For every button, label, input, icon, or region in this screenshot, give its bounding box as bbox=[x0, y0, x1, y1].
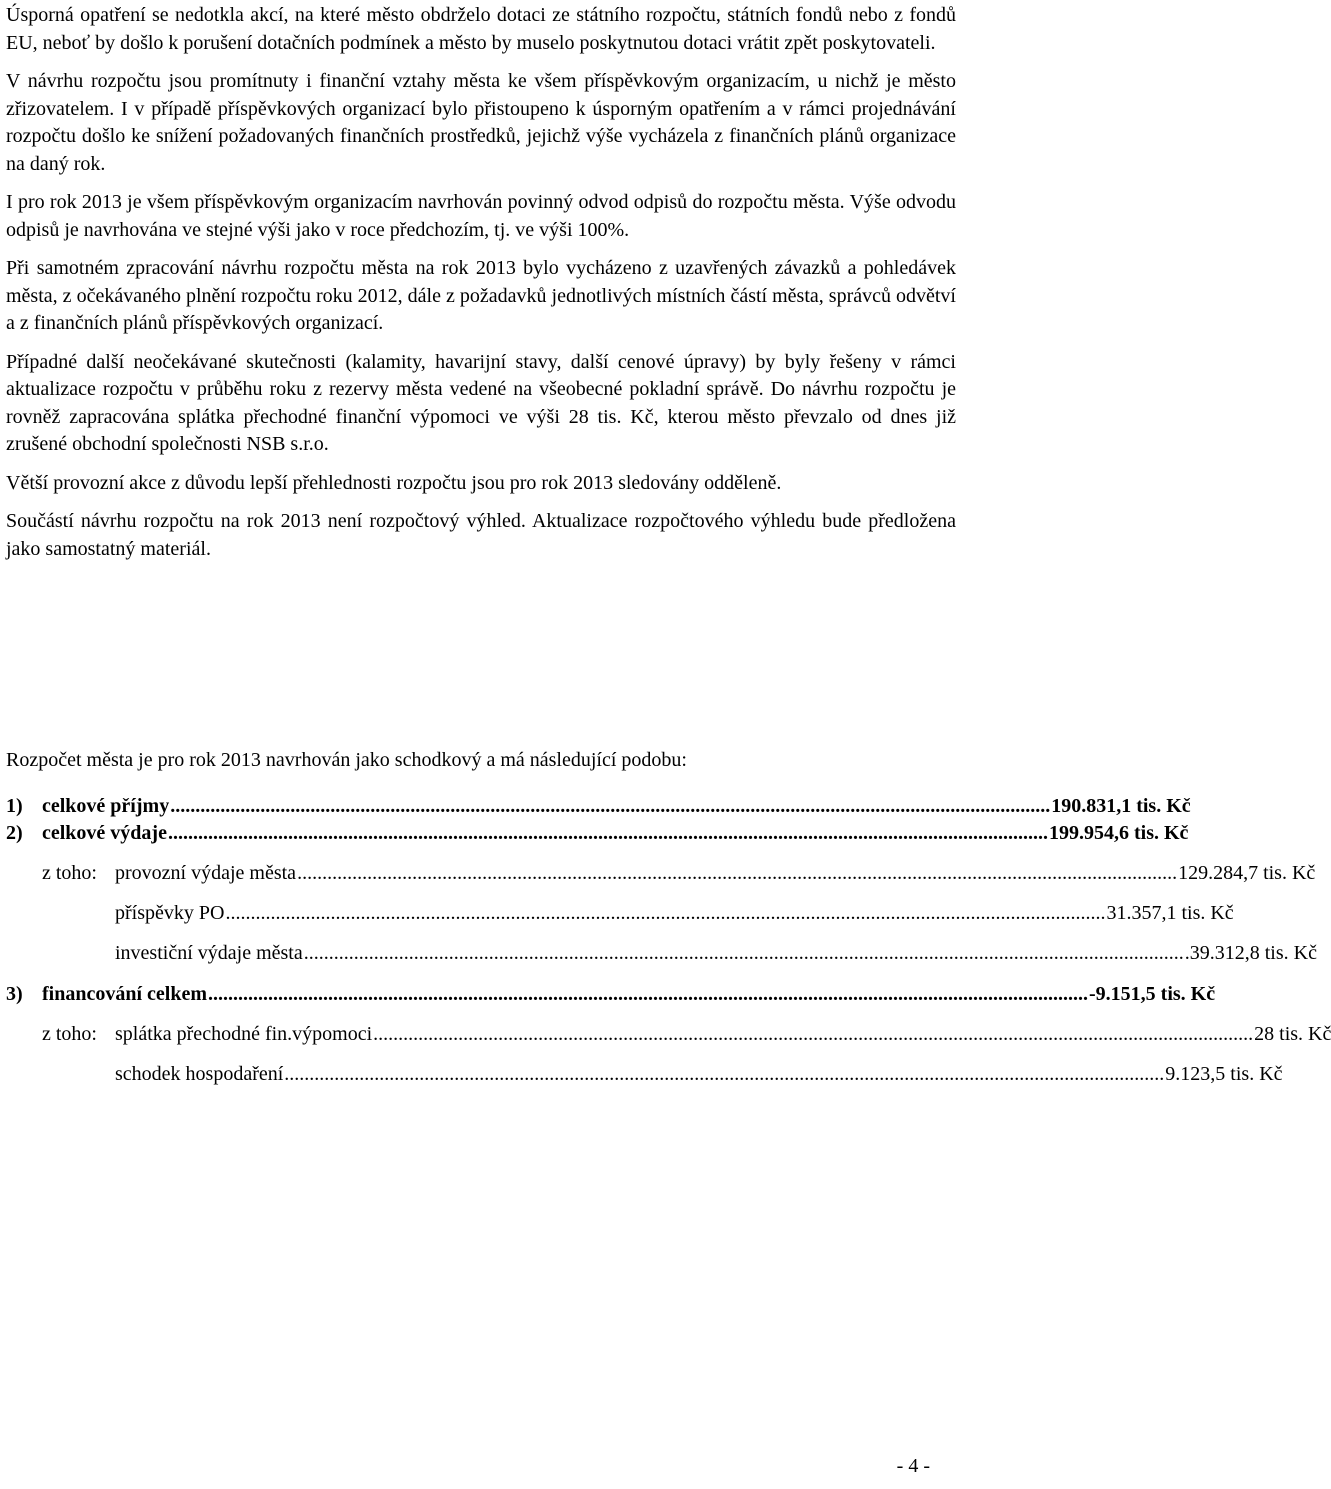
row-label: celkové výdaje bbox=[42, 822, 167, 844]
row-label: provozní výdaje města bbox=[115, 862, 297, 884]
row-value: 31.357,1 tis. Kč bbox=[1106, 902, 1234, 924]
row-value: .39.312,8 tis. Kč bbox=[1184, 942, 1317, 964]
item-number: 3) bbox=[6, 983, 23, 1005]
summary-row-financing-total bbox=[42, 981, 1216, 1008]
row-label: splátka přechodné fin.výpomoci bbox=[115, 1023, 373, 1045]
row-value: -9.151,5 tis. Kč bbox=[1089, 983, 1216, 1005]
item-number: 1) bbox=[6, 795, 23, 817]
dot-leader: ................................................................................................................................................................................ bbox=[284, 1063, 1165, 1085]
row-label: investiční výdaje města bbox=[115, 942, 303, 964]
row-value: 199.954,6 tis. Kč bbox=[1048, 822, 1189, 844]
dot-leader: ................................................................................................................................................................................ bbox=[167, 822, 1048, 844]
dot-leader: ................................................................................................................................................................................ bbox=[297, 862, 1178, 884]
paragraph: I pro rok 2013 je všem příspěvkovým organizacím navrhován povinný odvod odpisů do rozpočtu města. Výše odvodu odpisů je navrhována ve stejné výši jako v roce předchozím, tj. ve výši 100%. bbox=[6, 191, 956, 241]
paragraph: V návrhu rozpočtu jsou promítnuty i finanční vztahy města ke všem příspěvkovým organizacím, u nichž je město zřizovatelem. I v případě příspěvkových organizací bylo přistoupeno k úsporným opatřením a v rámci projednávání rozpočtu došlo ke snížení požadovaných finančních prostředků, jejichž výše vycházela z finančních plánů organizace na daný rok. bbox=[6, 70, 956, 175]
summary-row-total-income bbox=[42, 793, 1191, 820]
sub-prefix: z toho: bbox=[42, 1023, 97, 1045]
dot-leader: ................................................................................................................................................................................ bbox=[373, 1023, 1254, 1045]
paragraph: Úsporná opatření se nedotkla akcí, na které město obdrželo dotaci ze státního rozpočtu, státních fondů nebo z fondů EU, neboť by došlo k porušení dotačních podmínek a město by muselo poskytnutou dotaci vrátit zpět poskytovateli. bbox=[6, 4, 956, 54]
dot-leader: ................................................................................................................................................................................ bbox=[303, 942, 1184, 964]
paragraph: Větší provozní akce z důvodu lepší přehlednosti rozpočtu jsou pro rok 2013 sledovány odděleně. bbox=[6, 471, 782, 494]
summary-intro: Rozpočet města je pro rok 2013 navrhován jako schodkový a má následující podobu: bbox=[6, 749, 687, 771]
paragraph: Součástí návrhu rozpočtu na rok 2013 není rozpočtový výhled. Aktualizace rozpočtového výhledu bude předložena jako samostatný materiál. bbox=[6, 510, 956, 560]
body-text bbox=[6, 2, 956, 574]
summary-row-total-expenses bbox=[42, 820, 1189, 847]
page-number: - 4 - bbox=[896, 1455, 930, 1477]
summary-row-loan-repayment bbox=[115, 1021, 1331, 1048]
paragraph: Při samotném zpracování návrhu rozpočtu města na rok 2013 bylo vycházeno z uzavřených závazků a pohledávek města, z očekávaného plnění rozpočtu roku 2012, dále z požadavků jednotlivých místních částí města, správců odvětví a z finančních plánů příspěvkových organizací. bbox=[6, 257, 956, 334]
row-value: 28 tis. Kč bbox=[1254, 1023, 1331, 1045]
row-label: příspěvky PO bbox=[115, 902, 225, 924]
paragraph: Případné další neočekávané skutečnosti (kalamity, havarijní stavy, další cenové úpravy) by byly řešeny v rámci aktualizace rozpočtu v průběhu roku z rezervy města vedené na všeobecné pokladní správě. Do návrhu rozpočtu je rovněž zapracována splátka přechodné finanční výpomoci ve výši 28 tis. Kč, kterou město převzalo od dnes již zrušené obchodní společnosti NSB s.r.o. bbox=[6, 350, 956, 455]
row-label: celkové příjmy bbox=[42, 795, 170, 817]
row-value: 9.123,5 tis. Kč bbox=[1165, 1063, 1283, 1085]
item-number: 2) bbox=[6, 822, 23, 844]
row-value: 190.831,1 tis. Kč bbox=[1051, 795, 1191, 817]
summary-row-deficit bbox=[115, 1061, 1283, 1088]
summary-row-operating-expenses bbox=[115, 860, 1316, 887]
row-label: financování celkem bbox=[42, 983, 207, 1005]
dot-leader: ................................................................................................................................................................................ bbox=[225, 902, 1106, 924]
budget-summary bbox=[6, 747, 1331, 1085]
summary-row-investment-expenses bbox=[115, 940, 1317, 967]
dot-leader: ................................................................................................................................................................................ bbox=[170, 795, 1051, 817]
sub-prefix: z toho: bbox=[42, 862, 97, 884]
summary-row-contributions bbox=[115, 900, 1234, 927]
row-value: 129.284,7 tis. Kč bbox=[1178, 862, 1316, 884]
row-label: schodek hospodaření bbox=[115, 1063, 284, 1085]
dot-leader: ................................................................................................................................................................................ bbox=[208, 983, 1088, 1005]
